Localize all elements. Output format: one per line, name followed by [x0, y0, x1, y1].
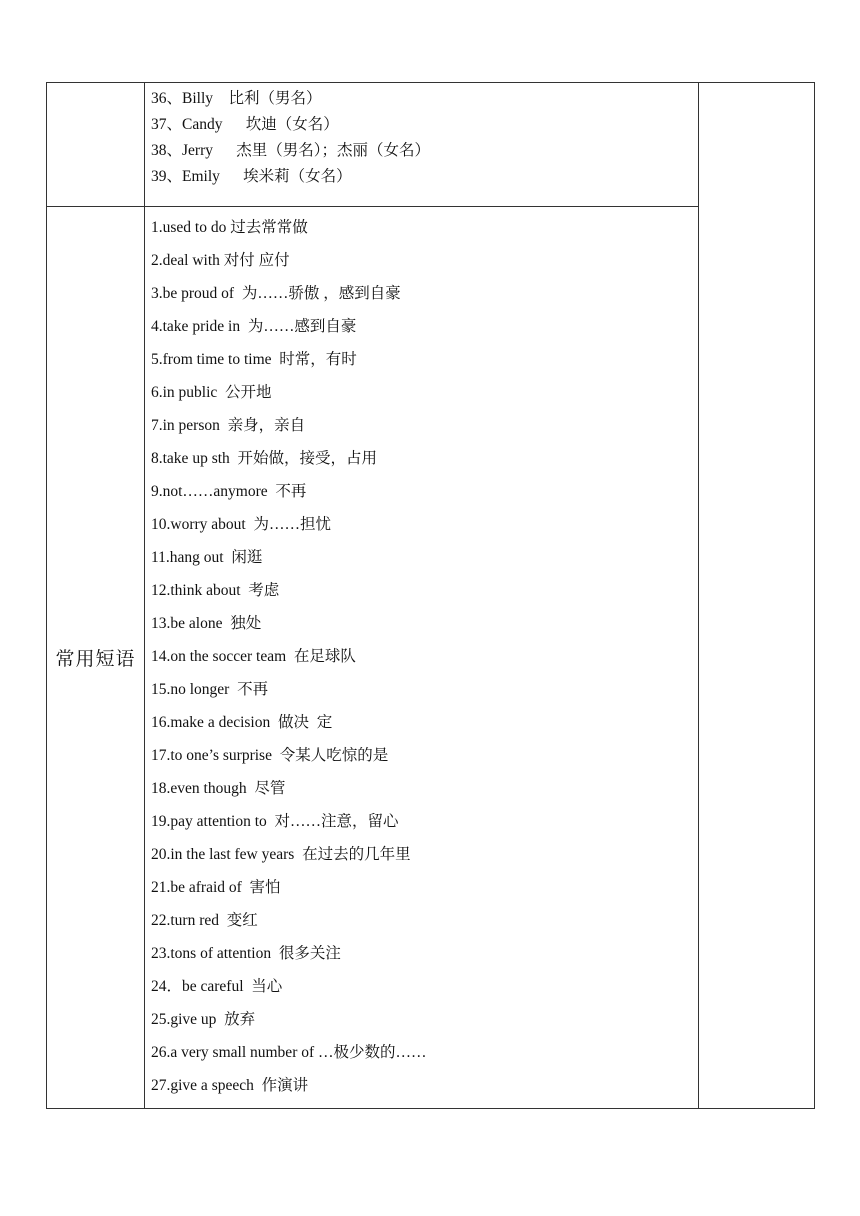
name-item: 37、Candy 坎迪（女名） [151, 116, 339, 133]
phrase-item: 18.even though 尽管 [151, 780, 286, 797]
phrase-item: 20.in the last few years 在过去的几年里 [151, 846, 411, 863]
notes-cell [699, 83, 815, 1109]
phrases-list-cell [145, 207, 699, 1109]
phrase-item: 22.turn red 变红 [151, 912, 258, 929]
phrase-item: 8.take up sth 开始做，接受，占用 [151, 450, 378, 467]
phrase-item: 16.make a decision 做决 定 [151, 714, 333, 731]
phrase-item: 24．be careful 当心 [151, 978, 283, 995]
names-list-cell [145, 83, 699, 207]
phrase-item: 14.on the soccer team 在足球队 [151, 648, 356, 665]
name-item: 36、Billy 比利（男名） [151, 90, 322, 107]
phrase-item: 13.be alone 独处 [151, 615, 262, 632]
phrase-item: 19.pay attention to 对……注意，留心 [151, 813, 399, 830]
names-row [47, 83, 815, 207]
phrase-item: 1.used to do 过去常常做 [151, 219, 308, 236]
section-label: 常用短语 [47, 207, 145, 1109]
phrase-item: 4.take pride in 为……感到自豪 [151, 318, 357, 335]
phrase-item: 2.deal with 对付 应付 [151, 252, 290, 269]
phrase-item: 25.give up 放弃 [151, 1011, 256, 1028]
phrase-item: 7.in person 亲身，亲自 [151, 417, 306, 434]
phrase-item: 9.not……anymore 不再 [151, 483, 307, 500]
phrase-item: 6.in public 公开地 [151, 384, 272, 401]
phrase-item: 11.hang out 闲逛 [151, 549, 263, 566]
phrase-item: 23.tons of attention 很多关注 [151, 945, 341, 962]
phrase-item: 27.give a speech 作演讲 [151, 1077, 309, 1094]
phrase-item: 12.think about 考虑 [151, 582, 280, 599]
phrase-item: 21.be afraid of 害怕 [151, 879, 281, 896]
vocabulary-table [46, 82, 815, 1109]
phrase-item: 5.from time to time 时常，有时 [151, 351, 357, 368]
phrase-item: 10.worry about 为……担忧 [151, 516, 331, 533]
phrase-item: 15.no longer 不再 [151, 681, 269, 698]
phrase-item: 26.a very small number of …极少数的…… [151, 1044, 427, 1061]
name-item: 39、Emily 埃米莉（女名） [151, 168, 352, 185]
phrase-item: 17.to one’s surprise 令某人吃惊的是 [151, 747, 389, 764]
name-item: 38、Jerry 杰里（男名）；杰丽（女名） [151, 142, 430, 159]
names-label-cell [47, 83, 145, 207]
phrase-item: 3.be proud of 为……骄傲 ，感到自豪 [151, 285, 401, 302]
